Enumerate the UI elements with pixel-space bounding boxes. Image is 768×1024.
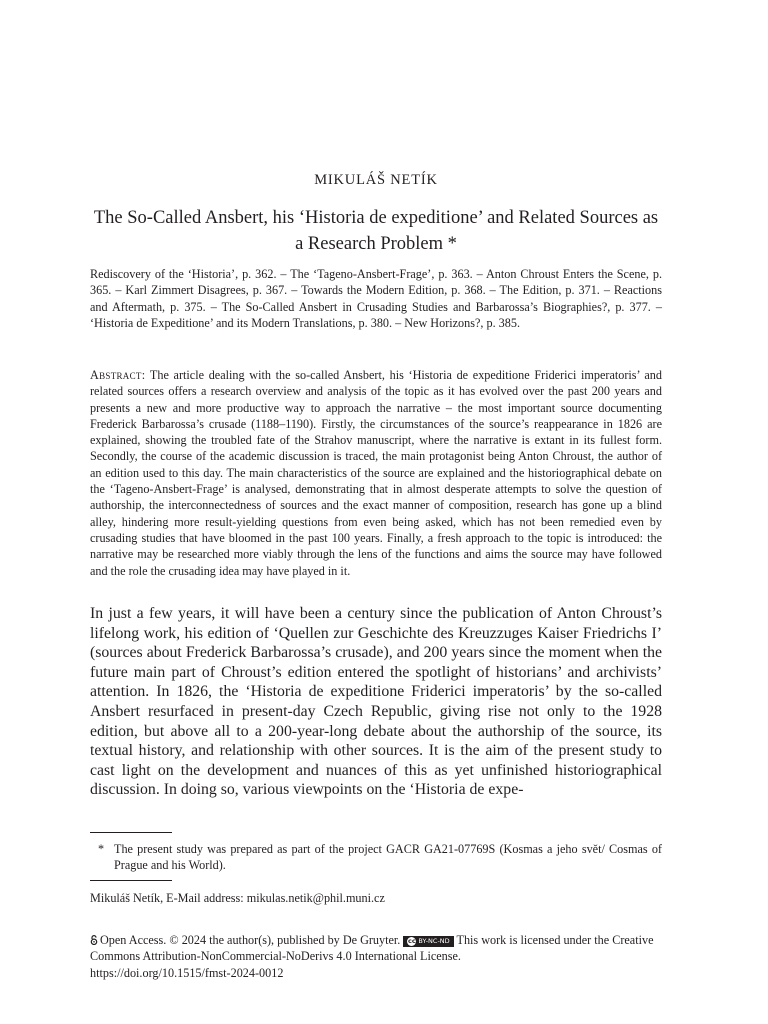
doi-link[interactable]: https://doi.org/10.1515/fmst-2024-0012: [90, 965, 284, 980]
abstract-text: The article dealing with the so-called Ansbert, his ‘Historia de expeditione Friderici imperatoris’ and related sources offers a research overview and analysis of the topic as it has evolved over the past 200 years and presents a new and more productive way to approach the narrative – the most important source documenting Frederick Barbarossa’s crusade (1188–1190). Firstly, the circumstances of the source’s reappearance in 1826 are explained, showing the troubled fate of the Strahov manuscript, where the narrative is extant in its fullest form. Secondly, the course of the academic discussion is traced, the main protagonist being Anton Chroust, the author of an edition used to this day. The main characteristics of the source are explained and the historiographical debate on the ‘Tageno-Ansbert-Frage’ is analysed, demonstrating that in almost desperate attempts to solve the question of authorship, the interconnectedness of sources and the exact manner of composition, research has gone up a blind alley, hindering more result-yielding questions from even being asked, which has not been remedied even by crusading studies that have bloomed in the past 100 years. Finally, a fresh approach to the topic is introduced: the narrative may be researched more viably through the lens of the functions and aims the source may have followed and the role the crusading idea may have played in it.: [90, 368, 662, 578]
body-paragraph: In just a few years, it will have been a century since the publication of Anton Chroust’s lifelong work, his edition of ‘Quellen zur Geschichte des Kreuzzuges Kaiser Friedrichs I’ (sources about Frederick Barbarossa’s crusade), and 200 years since the moment when the future main part of Chroust’s edition entered the spotlight of historians’ and archivists’ attention. In 1826, the ‘Historia de expeditione Friderici imperatoris’ by the so-called Ansbert resurfaced in present-day Czech Republic, giving rise not only to the 1928 edition, but above all to a 200-year-long debate about the authorship of the source, its textual history, and relationship with other sources. It is the aim of the present study to cast light on the development and nuances of this as yet unfinished historiographical discussion. In doing so, various viewpoints on the ‘Historia de expe-: [90, 605, 662, 799]
footnote: [90, 841, 662, 874]
contact-divider: [90, 880, 172, 881]
footnote-text: The present study was prepared as part of the project GACR GA21-07769S (Kosmas a jeho svět/ Cosmas of Prague and his World).: [114, 842, 662, 873]
footnote-divider: [90, 832, 172, 833]
copyright-text: © 2024 the author(s), published by De Gruyter.: [169, 933, 401, 947]
open-access-icon: [90, 935, 98, 945]
author-name: MIKULÁŠ NETÍK: [314, 172, 438, 188]
open-access-label: Open Access.: [100, 933, 167, 947]
cc-badge-label: BY-NC-ND: [418, 937, 450, 945]
license-statement: This work is licensed under the Creative Commons Attribution-NonCommercial-NoDerivs 4.0 International License.: [90, 933, 654, 964]
footnote-mark: *: [98, 842, 105, 856]
cc-license-badge[interactable]: [403, 936, 453, 947]
abstract: [90, 367, 662, 579]
table-of-contents: Rediscovery of the ‘Historia’, p. 362. – The ‘Tageno-Ansbert-Frage’, p. 363. – Anton Chroust Enters the Scene, p. 365. – Karl Zimmert Disagrees, p. 367. – Towards the Modern Edition, p. 368. – The Edition, p. 371. – Reactions and Aftermath, p. 375. – The So-Called Ansbert in Crusading Studies and Barbarossa’s Biographies?, p. 377. – ‘Historia de Expeditione’ and its Modern Translations, p. 380. – New Horizons?, p. 385.: [90, 267, 662, 330]
author-contact: Mikuláš Netík, E-Mail address: mikulas.netik@phil.muni.cz: [90, 891, 385, 905]
cc-icon: cc: [408, 937, 416, 945]
license-notice: [90, 932, 662, 981]
abstract-label: Abstract:: [90, 368, 146, 382]
article-title: The So-Called Ansbert, his ‘Historia de expeditione’ and Related Sources as a Research Problem *: [93, 208, 659, 254]
